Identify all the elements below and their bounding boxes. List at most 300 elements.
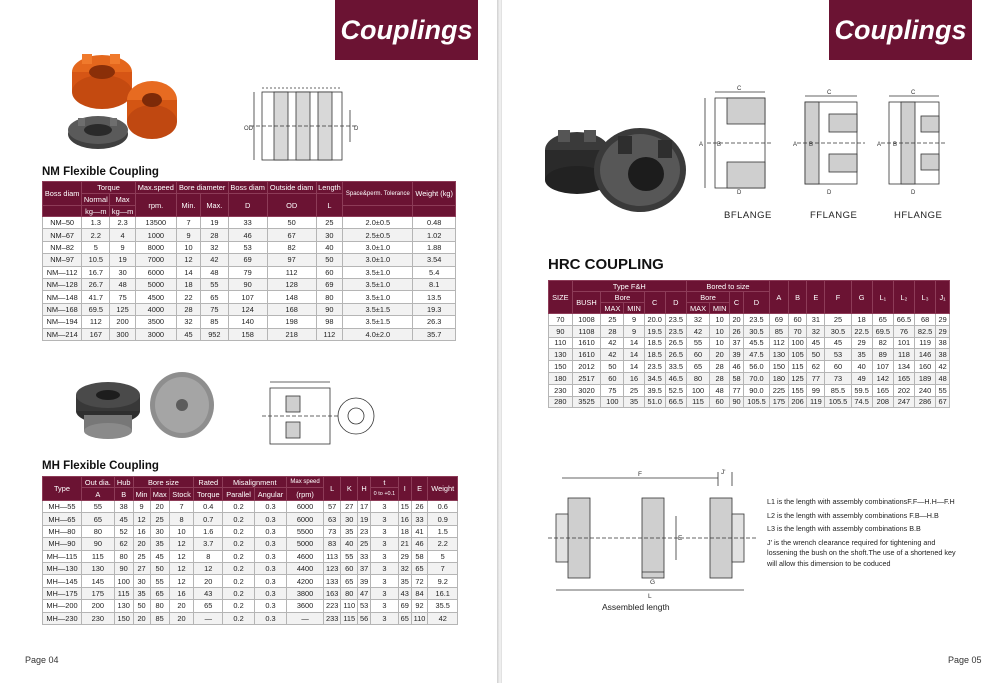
mh-col-h: H <box>358 477 371 501</box>
table-row <box>43 229 456 241</box>
table-cell: 19.5 <box>644 325 665 337</box>
table-cell: 65 <box>686 361 709 373</box>
table-cell: 107 <box>228 291 267 303</box>
table-cell: 25 <box>825 314 851 326</box>
svg-text:A: A <box>793 142 798 148</box>
table-cell: 112 <box>316 328 343 340</box>
table-cell: 160 <box>915 361 936 373</box>
mh-sub-stock: Stock <box>169 488 193 501</box>
table-cell: 3 <box>370 550 398 562</box>
table-cell: 3.7 <box>194 538 223 550</box>
mh-coupling-photo <box>70 365 220 450</box>
table-cell: 3.0±1.0 <box>343 241 413 253</box>
table-cell: 107 <box>872 361 893 373</box>
nm-unit-max: kg—m <box>110 206 135 217</box>
assembly-dim-j: J' <box>721 469 726 476</box>
table-cell: 35 <box>624 396 644 408</box>
table-cell: 25 <box>358 538 371 550</box>
table-cell: 125 <box>110 303 135 315</box>
table-cell: 3 <box>370 525 398 537</box>
table-cell: 82 <box>267 241 316 253</box>
table-cell: 19 <box>201 217 228 229</box>
mh-coupling-drawing <box>258 376 378 451</box>
table-cell: 65 <box>194 600 223 612</box>
table-cell: NM–67 <box>43 229 82 241</box>
hrc-sub-bush: BUSH <box>572 292 601 314</box>
nm-sub-rpm: rpm. <box>135 194 176 217</box>
table-cell: 52 <box>114 525 133 537</box>
table-cell: 37 <box>730 337 744 349</box>
table-cell: 38 <box>936 337 950 349</box>
table-cell: NM—194 <box>43 316 82 328</box>
table-cell: 0.2 <box>223 587 254 599</box>
page-banner-right: Couplings <box>829 0 972 60</box>
table-cell: 35 <box>150 538 169 550</box>
table-cell: 28 <box>201 229 228 241</box>
table-cell: 10 <box>710 314 730 326</box>
table-cell: 3.5±1.5 <box>343 303 413 315</box>
table-cell: 0.2 <box>223 562 254 574</box>
table-cell: 55 <box>686 337 709 349</box>
table-cell: 4400 <box>287 562 324 574</box>
table-cell: 100 <box>686 384 709 396</box>
table-cell: 76 <box>893 325 914 337</box>
table-cell: MH—55 <box>43 501 82 513</box>
table-cell: 125 <box>788 372 807 384</box>
table-cell: 32 <box>176 316 200 328</box>
nm-sub-max: Max <box>110 194 135 206</box>
table-cell: 60 <box>341 562 358 574</box>
table-cell: 140 <box>228 316 267 328</box>
nm-col-weight: Weight (kg) <box>413 182 456 206</box>
table-cell: 180 <box>770 372 789 384</box>
mh-sub-parallel: Parallel <box>223 488 254 501</box>
table-cell: 30.5 <box>825 325 851 337</box>
table-cell: 198 <box>267 316 316 328</box>
hrc-sub-bore2: Bore <box>686 292 729 303</box>
table-cell: 19 <box>110 254 135 266</box>
table-cell: 155 <box>788 384 807 396</box>
mh-col-t: t <box>370 477 398 488</box>
svg-text:B: B <box>893 142 898 148</box>
table-cell: 148 <box>267 291 316 303</box>
table-cell: 0.3 <box>254 600 286 612</box>
table-row <box>43 328 456 340</box>
table-cell: 45 <box>150 550 169 562</box>
table-cell: 68 <box>915 314 936 326</box>
hrc-col-g: G <box>851 281 872 314</box>
table-cell: 113 <box>323 550 340 562</box>
nm-spec-table <box>42 181 456 341</box>
table-row <box>43 513 458 525</box>
table-cell: 52.5 <box>665 384 686 396</box>
hrc-col-a: A <box>770 281 789 314</box>
table-cell: 80 <box>81 525 114 537</box>
table-cell: 28 <box>176 303 200 315</box>
table-cell: 3800 <box>287 587 324 599</box>
table-cell: MH—90 <box>43 538 82 550</box>
table-cell: 41.7 <box>82 291 110 303</box>
nm-sub-normal: Normal <box>82 194 110 206</box>
table-cell: 65 <box>872 314 893 326</box>
table-cell: 46 <box>228 229 267 241</box>
hrc-col-f: F <box>825 281 851 314</box>
table-cell: 110 <box>549 337 573 349</box>
table-cell: 146 <box>915 349 936 361</box>
table-cell: 90 <box>730 396 744 408</box>
table-cell: 20 <box>133 538 150 550</box>
table-cell: 56 <box>358 612 371 624</box>
table-cell: 75 <box>601 384 624 396</box>
hrc-section-title: HRC COUPLING <box>548 256 664 273</box>
table-row <box>549 372 950 384</box>
hrc-sub-d2: D <box>743 292 769 314</box>
table-cell: 100 <box>601 396 624 408</box>
table-cell: 3 <box>370 575 398 587</box>
table-cell: 5000 <box>287 538 324 550</box>
nm-col-boss: Boss diam <box>43 182 82 206</box>
table-cell: 119 <box>915 337 936 349</box>
table-cell: 7000 <box>135 254 176 266</box>
mh-col-e: E <box>411 477 428 501</box>
table-cell: 73 <box>323 525 340 537</box>
table-cell: 28 <box>710 372 730 384</box>
svg-text:A: A <box>877 142 882 148</box>
table-cell: 37 <box>358 562 371 574</box>
table-cell: 145 <box>81 575 114 587</box>
table-cell: 65 <box>398 612 411 624</box>
table-cell: 29 <box>398 550 411 562</box>
table-cell: 247 <box>893 396 914 408</box>
table-cell: 134 <box>893 361 914 373</box>
table-cell: 1.88 <box>413 241 456 253</box>
table-cell: 3.5±1.0 <box>343 266 413 278</box>
table-cell: 46 <box>411 538 428 550</box>
mh-col-misalign: Misalignment <box>223 477 287 488</box>
table-cell: MH—65 <box>43 513 82 525</box>
table-cell: 42 <box>936 361 950 373</box>
table-cell: 53 <box>228 241 267 253</box>
table-cell: 3 <box>370 562 398 574</box>
table-cell: 69 <box>228 254 267 266</box>
table-cell: NM—214 <box>43 328 82 340</box>
table-cell: 12 <box>169 550 193 562</box>
table-cell: 50 <box>150 562 169 574</box>
table-cell: 180 <box>549 372 573 384</box>
table-cell: 25 <box>316 217 343 229</box>
table-cell: 112 <box>82 316 110 328</box>
table-cell: 55 <box>341 550 358 562</box>
table-cell: 20 <box>150 501 169 513</box>
table-cell: 3 <box>370 538 398 550</box>
table-cell: 27 <box>341 501 358 513</box>
table-cell: 83 <box>323 538 340 550</box>
hrc-col-l3: L₃ <box>915 281 936 314</box>
table-cell: 70 <box>549 314 573 326</box>
table-cell: 18 <box>176 278 200 290</box>
table-cell: 75 <box>110 291 135 303</box>
table-cell: 45.5 <box>743 337 769 349</box>
table-cell: 62 <box>114 538 133 550</box>
table-cell: 110 <box>341 600 358 612</box>
table-cell: 90 <box>549 325 573 337</box>
table-cell: 14 <box>624 349 644 361</box>
table-cell: 14 <box>624 361 644 373</box>
table-cell: 3600 <box>287 600 324 612</box>
table-cell: 45 <box>807 337 825 349</box>
table-cell: 29 <box>936 325 950 337</box>
table-cell: 0.3 <box>254 550 286 562</box>
table-cell: 39.5 <box>644 384 665 396</box>
table-cell: 35 <box>851 349 872 361</box>
table-cell: 3000 <box>135 328 176 340</box>
table-cell: 10.5 <box>82 254 110 266</box>
nm-unit-blank <box>43 206 82 217</box>
table-cell: 5 <box>428 550 458 562</box>
table-cell: NM—168 <box>43 303 82 315</box>
table-cell: 3.5±1.0 <box>343 291 413 303</box>
mh-col-rated: Rated <box>194 477 223 488</box>
table-cell: 1008 <box>572 314 601 326</box>
table-row <box>43 254 456 266</box>
table-cell: 124 <box>228 303 267 315</box>
table-cell: 26.5 <box>665 349 686 361</box>
table-cell: 39 <box>358 575 371 587</box>
table-cell: 230 <box>81 612 114 624</box>
table-cell: 3020 <box>572 384 601 396</box>
table-row <box>549 325 950 337</box>
hrc-col-e: E <box>807 281 825 314</box>
table-cell: 15 <box>398 501 411 513</box>
table-cell: 90 <box>81 538 114 550</box>
hrc-sub-max2: MAX <box>686 303 709 314</box>
table-cell: 208 <box>872 396 893 408</box>
table-cell: MH—80 <box>43 525 82 537</box>
table-cell: 142 <box>872 372 893 384</box>
table-cell: 123 <box>323 562 340 574</box>
table-cell: 9 <box>110 241 135 253</box>
table-cell: 16 <box>624 372 644 384</box>
nm-table-body <box>43 217 456 341</box>
table-cell: 33 <box>228 217 267 229</box>
table-row <box>43 562 458 574</box>
table-cell: 39 <box>730 349 744 361</box>
nm-col-length: Length <box>316 182 343 194</box>
table-cell: 70 <box>788 325 807 337</box>
table-cell: 163 <box>323 587 340 599</box>
table-cell: 60 <box>601 372 624 384</box>
table-cell: 0.2 <box>223 513 254 525</box>
table-cell: 7 <box>169 501 193 513</box>
table-cell: 69.5 <box>82 303 110 315</box>
table-cell: 49 <box>851 372 872 384</box>
table-cell: 225 <box>770 384 789 396</box>
table-cell: 115 <box>788 361 807 373</box>
table-cell: 60 <box>788 314 807 326</box>
table-cell: 90 <box>114 562 133 574</box>
table-cell: 0.48 <box>413 217 456 229</box>
table-cell: 23.5 <box>665 325 686 337</box>
table-cell: 2.2 <box>82 229 110 241</box>
table-cell: 1.5 <box>428 525 458 537</box>
table-cell: 175 <box>770 396 789 408</box>
assembly-dim-l: L <box>648 593 652 600</box>
table-cell: 42 <box>601 349 624 361</box>
table-cell: 80 <box>341 587 358 599</box>
mh-col-weight: Weight <box>428 477 458 501</box>
table-cell: 55 <box>936 384 950 396</box>
table-cell: 0.3 <box>254 538 286 550</box>
nm-sub-d: D <box>228 194 267 217</box>
table-cell: 80 <box>316 291 343 303</box>
table-cell: 18.5 <box>644 337 665 349</box>
table-cell: 165 <box>893 372 914 384</box>
table-cell: 51.0 <box>644 396 665 408</box>
table-cell: 77 <box>730 384 744 396</box>
mh-col-type: Type <box>43 477 82 501</box>
mh-section-title: MH Flexible Coupling <box>42 460 159 472</box>
table-cell: 10 <box>176 241 200 253</box>
table-cell: 1610 <box>572 349 601 361</box>
table-row <box>43 600 458 612</box>
table-cell: 30 <box>341 513 358 525</box>
table-cell: 3.5±1.5 <box>343 316 413 328</box>
table-cell: 28 <box>710 361 730 373</box>
mh-col-l: L <box>323 477 340 501</box>
table-cell: 97 <box>267 254 316 266</box>
table-cell: 2012 <box>572 361 601 373</box>
table-cell: MH—145 <box>43 575 82 587</box>
table-cell: 85.5 <box>825 384 851 396</box>
table-cell: 952 <box>201 328 228 340</box>
table-cell: 3 <box>370 513 398 525</box>
table-cell: 9 <box>176 229 200 241</box>
table-cell: 2.2 <box>428 538 458 550</box>
table-cell: 35 <box>398 575 411 587</box>
table-cell: 2.5±0.5 <box>343 229 413 241</box>
nm-unit-normal: kg—m <box>82 206 110 217</box>
table-cell: 31 <box>807 314 825 326</box>
table-cell: 8 <box>169 513 193 525</box>
flange-label-f: FFLANGE <box>810 210 858 221</box>
table-cell: 0.3 <box>254 501 286 513</box>
table-cell: 32 <box>807 325 825 337</box>
table-cell: 119 <box>807 396 825 408</box>
table-cell: 10 <box>710 337 730 349</box>
table-cell: 1.6 <box>194 525 223 537</box>
table-cell: 67 <box>936 396 950 408</box>
table-cell: 0.3 <box>254 612 286 624</box>
table-cell: 26.5 <box>665 337 686 349</box>
table-cell: 130 <box>770 349 789 361</box>
table-cell: 28 <box>601 325 624 337</box>
table-cell: 5500 <box>287 525 324 537</box>
flange-drawings <box>697 82 957 202</box>
note-l2: L2 is the length with assembly combinations F.B—H.B <box>767 510 939 520</box>
table-cell: 4500 <box>135 291 176 303</box>
table-cell: 47.5 <box>743 349 769 361</box>
hrc-col-bored: Bored to size <box>686 281 769 292</box>
nm-col-outside: Outside diam <box>267 182 316 194</box>
table-cell: 90 <box>316 303 343 315</box>
table-cell: 75 <box>201 303 228 315</box>
table-row <box>549 361 950 373</box>
svg-text:A: A <box>699 142 704 148</box>
table-cell: 41 <box>411 525 428 537</box>
table-cell: 80 <box>150 600 169 612</box>
table-cell: 55 <box>201 278 228 290</box>
svg-text:B: B <box>809 142 814 148</box>
table-cell: 150 <box>114 612 133 624</box>
table-cell: 67 <box>267 229 316 241</box>
table-cell: 50 <box>133 600 150 612</box>
mh-col-outdia: Out dia. <box>81 477 114 488</box>
table-cell: 82.5 <box>915 325 936 337</box>
table-cell: 16 <box>169 587 193 599</box>
table-cell: 10 <box>710 325 730 337</box>
mh-sub-torque: Torque <box>194 488 223 501</box>
table-cell: 168 <box>267 303 316 315</box>
mh-col-i: I <box>398 477 411 501</box>
table-cell: 101 <box>893 337 914 349</box>
table-cell: 233 <box>323 612 340 624</box>
table-cell: 130 <box>81 562 114 574</box>
table-cell: 69.5 <box>872 325 893 337</box>
table-cell: 105 <box>788 349 807 361</box>
table-cell: 3.5±1.0 <box>343 278 413 290</box>
table-cell: 3525 <box>572 396 601 408</box>
table-cell: 240 <box>915 384 936 396</box>
table-cell: 110 <box>411 612 428 624</box>
table-cell: 98 <box>316 316 343 328</box>
nm-sub-maxbore: Max. <box>201 194 228 217</box>
table-cell: 4000 <box>135 303 176 315</box>
table-cell: 58 <box>411 550 428 562</box>
table-cell: 14 <box>624 337 644 349</box>
table-cell: 35 <box>341 525 358 537</box>
mh-sub-angular: Angular <box>254 488 286 501</box>
table-cell: — <box>287 612 324 624</box>
table-cell: 42 <box>601 337 624 349</box>
table-cell: 3.0±1.0 <box>343 254 413 266</box>
table-cell: 0.3 <box>254 513 286 525</box>
mh-sub-min: Min <box>133 488 150 501</box>
table-cell: NM–97 <box>43 254 82 266</box>
table-cell: 0.3 <box>254 525 286 537</box>
table-cell: 32 <box>686 314 709 326</box>
table-cell: 50 <box>267 217 316 229</box>
table-cell: 66.5 <box>665 396 686 408</box>
table-cell: 12 <box>169 538 193 550</box>
table-cell: 58 <box>730 372 744 384</box>
table-cell: 0.4 <box>194 501 223 513</box>
hrc-sub-c: C <box>644 292 665 314</box>
table-cell: 105.5 <box>825 396 851 408</box>
table-cell: 92 <box>411 600 428 612</box>
table-cell: 70.0 <box>743 372 769 384</box>
table-cell: 5000 <box>135 278 176 290</box>
nm-col-torque: Torque <box>82 182 136 194</box>
table-cell: 202 <box>893 384 914 396</box>
table-cell: 21 <box>398 538 411 550</box>
table-cell: 73 <box>825 372 851 384</box>
table-cell: 40 <box>851 361 872 373</box>
table-cell: 2.3 <box>110 217 135 229</box>
table-cell: 2517 <box>572 372 601 384</box>
table-row <box>43 217 456 229</box>
table-cell: 1108 <box>572 325 601 337</box>
table-row <box>549 396 950 408</box>
